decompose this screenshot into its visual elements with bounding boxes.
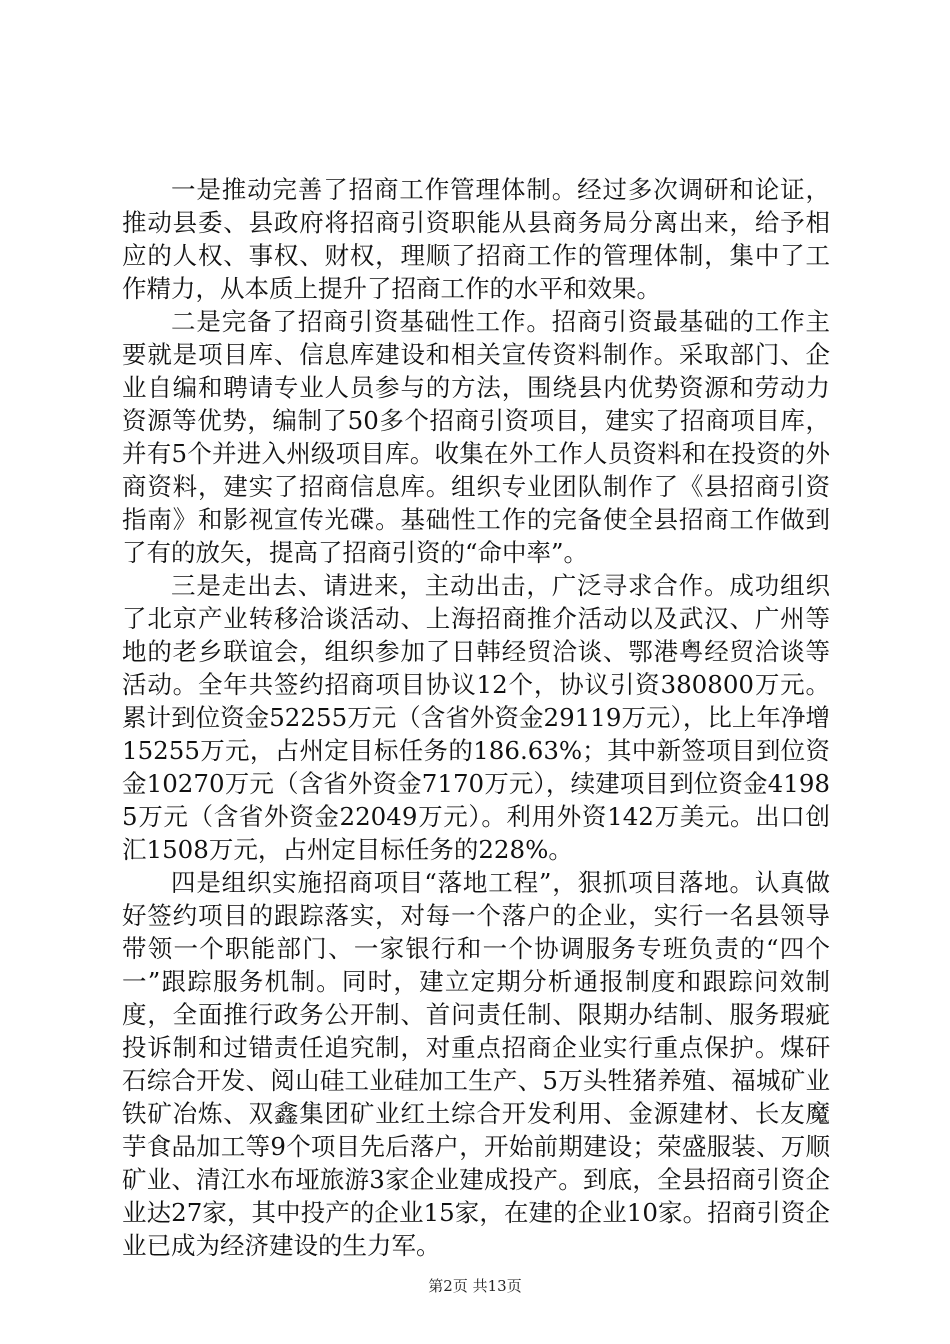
paragraph-3: 三是走出去、请进来，主动出击，广泛寻求合作。成功组织了北京产业转移洽谈活动、上海招商推介活动以及武汉、广州等地的老乡联谊会，组织参加了日韩经贸洽谈、鄂港粤经贸洽谈等活动。全年共签约招商项目协议12个，协议引资380800万元。累计到位资金52255万元（含省外资金29119万元），比上年净增15255万元，占州定目标任务的186.63%；其中新签项目到位资金10270万元（含省外资金7170万元），续建项目到位资金41985万元（含省外资金22049万元）。利用外资142万美元。出口创汇1508万元，占州定目标任务的228%。 [122,571,830,864]
paragraph-4: 四是组织实施招商项目“落地工程”，狠抓项目落地。认真做好签约项目的跟踪落实，对每一个落户的企业，实行一名县领导带领一个职能部门、一家银行和一个协调服务专班负责的“四个一”跟踪服务机制。同时，建立定期分析通报制度和跟踪问效制度，全面推行政务公开制、首问责任制、限期办结制、服务瑕疵投诉制和过错责任追究制，对重点招商企业实行重点保护。煤矸石综合开发、阅山硅工业硅加工生产、5万头牲猪养殖、福城矿业铁矿冶炼、双鑫集团矿业红土综合开发利用、金源建材、长友魔芋食品加工等9个项目先后落户，开始前期建设；荣盛服装、万顺矿业、清江水布垭旅游3家企业建成投产。到底，全县招商引资企业达27家，其中投产的企业15家，在建的企业10家。招商引资企业已成为经济建设的生力军。 [122,868,830,1260]
paragraph-2: 二是完备了招商引资基础性工作。招商引资最基础的工作主要就是项目库、信息库建设和相关宣传资料制作。采取部门、企业自编和聘请专业人员参与的方法，围绕县内优势资源和劳动力资源等优势，编制了50多个招商引资项目，建实了招商项目库，并有5个并进入州级项目库。收集在外工作人员资料和在投资的外商资料，建实了招商信息库。组织专业团队制作了《县招商引资指南》和影视宣传光碟。基础性工作的完备使全县招商工作做到了有的放矢，提高了招商引资的“命中率”。 [122,307,830,567]
page-number-footer: 第2页 共13页 [428,1277,522,1295]
document-body [122,173,830,1262]
paragraph-1: 一是推动完善了招商工作管理体制。经过多次调研和论证，推动县委、县政府将招商引资职能从县商务局分离出来，给予相应的人权、事权、财权，理顺了招商工作的管理体制，集中了工作精力，从本质上提升了招商工作的水平和效果。 [122,175,830,303]
